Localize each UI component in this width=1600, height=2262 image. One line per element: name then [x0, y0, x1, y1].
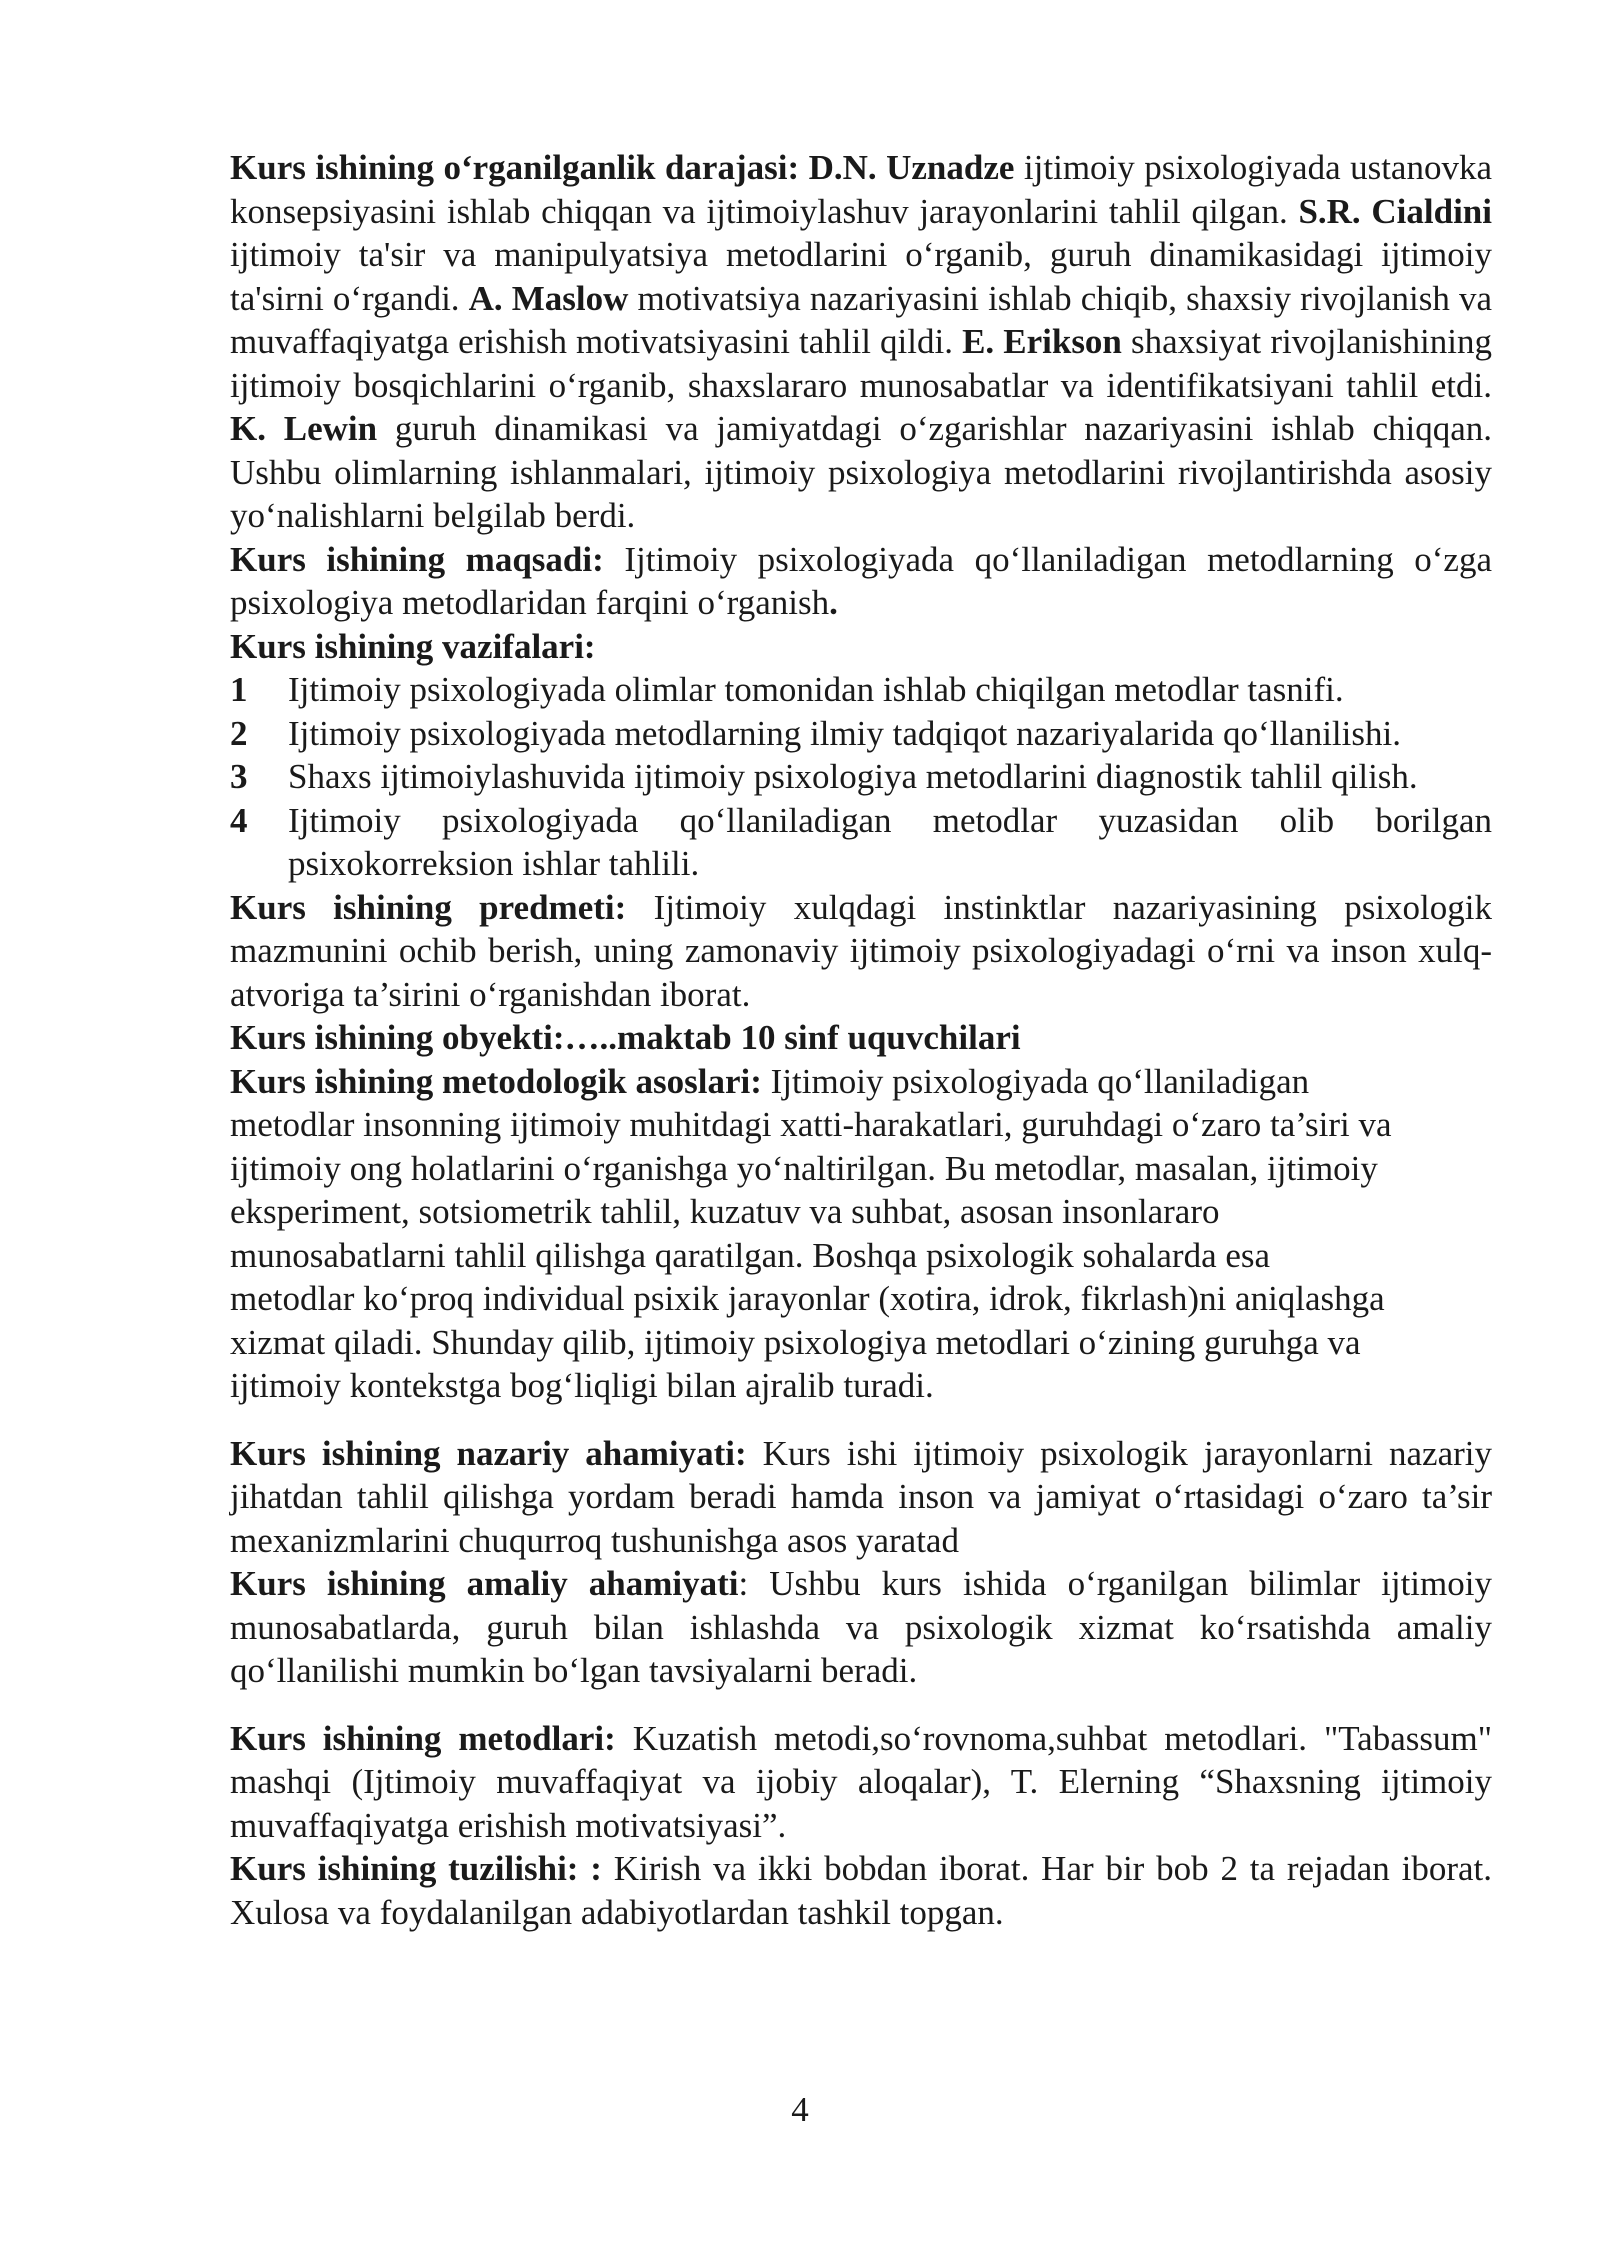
theoretical-text: Kurs ishi ijtimoiy psixologik jarayonlarni nazariy jihatdan tahlil qilishga yordam beradi hamda inson va jamiyat o‘rtasidagi o‘zaro ta’sir mexanizmlarini chuqurroq tushunishga asos yaratad — [230, 1433, 1492, 1560]
object-label: Kurs ishining obyekti:…..maktab 10 sinf uquvchilari — [230, 1018, 1021, 1057]
task-text: Ijtimoiy psixologiyada qo‘llaniladigan metodlar yuzasidan olib borilgan psixokorreksion ishlar tahlili. — [288, 800, 1492, 883]
practical-significance-paragraph — [230, 1562, 1492, 1693]
research-degree-label: Kurs ishining o‘rganilganlik darajasi: — [230, 148, 800, 187]
scholar-name: A. Maslow — [468, 278, 629, 318]
goal-text: Ijtimoiy psixologiyada qo‘llaniladigan metodlarning o‘zga psixologiya metodlaridan farqini o‘rganish — [230, 539, 1492, 622]
body-text: motivatsiya nazariyasini ishlab chiqib, shaxsiy rivojlanish va muvaffaqiyatga erishish motivatsiyasini tahlil qildi. — [230, 278, 1492, 361]
methods-text: Kuzatish metodi,so‘rovnoma,suhbat metodlari. "Tabassum" mashqi (Ijtimoiy muvaffaqiyat va ijobiy aloqalar), T. Elerning “Shaxsning ijtimoiy muvaffaqiyatga erishish motivatsiyasi”. — [230, 1718, 1493, 1845]
structure-text: Kirish va ikki bobdan iborat. Har bir bob 2 ta rejadan iborat. Xulosa va foydalanilgan adabiyotlardan tashkil topgan. — [230, 1849, 1493, 1932]
methodology-line: eksperiment, sotsiometrik tahlil, kuzatuv va suhbat, asosan insonlararo — [230, 1192, 1220, 1231]
practical-label: Kurs ishining amaliy ahamiyati — [230, 1564, 739, 1603]
goal-paragraph — [230, 538, 1492, 625]
methodology-line: xizmat qiladi. Shunday qilib, ijtimoiy psixologiya metodlari o‘zining guruhga va — [230, 1322, 1361, 1362]
tasks-heading — [230, 625, 1492, 669]
theoretical-significance-paragraph — [230, 1432, 1492, 1563]
subject-label: Kurs ishining predmeti: — [230, 887, 627, 927]
methodology-line: metodlar insonning ijtimoiy muhitdagi xatti-harakatlari, guruhdagi o‘zaro ta’siri va — [230, 1105, 1392, 1144]
methods-label: Kurs ishining metodlari: — [230, 1718, 616, 1758]
methodology-line: ijtimoiy ong holatlarini o‘rganishga yo‘naltirilgan. Bu metodlar, masalan, ijtimoiy — [230, 1148, 1378, 1188]
structure-label: Kurs ishining tuzilishi: : — [230, 1849, 602, 1888]
methods-paragraph — [230, 1717, 1492, 1848]
scholar-name: K. Lewin — [230, 409, 378, 448]
task-text: Ijtimoiy psixologiyada metodlarning ilmiy tadqiqot nazariyalarida qo‘llanilishi. — [288, 713, 1401, 753]
scholar-name: D.N. Uznadze — [808, 148, 1015, 187]
subject-paragraph — [230, 886, 1492, 1017]
practical-text: : Ushbu kurs ishida o‘rganilgan bilimlar ijtimoiy munosabatlarda, guruh bilan ishlashda va psixologik xizmat ko‘rsatishda amaliy qo‘llanilishi mumkin bo‘lgan tavsiyalarni beradi. — [230, 1564, 1492, 1690]
body-text: ijtimoiy psixologiyada ustanovka konsepsiyasini ishlab chiqqan va ijtimoiylashuv jarayonlarini tahlil qilgan. — [230, 148, 1492, 231]
tasks-label: Kurs ishining vazifalari: — [230, 626, 596, 666]
task-number: 4 — [230, 800, 248, 840]
methodology-line: munosabatlarni tahlil qilishga qaratilgan. Boshqa psixologik sohalarda esa — [230, 1235, 1271, 1275]
task-item — [230, 799, 1492, 886]
methodology-paragraph — [230, 1060, 1492, 1408]
scholar-name: E. Erikson — [962, 322, 1122, 361]
scholar-name: S.R. Cialdini — [1298, 191, 1492, 231]
methodology-line: Kurs ishining metodologik asoslari: Ijtimoiy psixologiyada qo‘llaniladigan — [230, 1061, 1310, 1101]
structure-paragraph — [230, 1847, 1492, 1934]
research-degree-paragraph — [230, 146, 1492, 538]
methodology-label: Kurs ishining metodologik asoslari: — [230, 1061, 762, 1101]
task-number: 1 — [230, 670, 248, 709]
task-number: 2 — [230, 713, 248, 753]
task-item — [230, 668, 1492, 712]
goal-end: . — [829, 583, 838, 622]
theoretical-label: Kurs ishining nazariy ahamiyati: — [230, 1433, 747, 1473]
body-text: ijtimoiy ta'sir va manipulyatsiya metodlarini o‘rganib, guruh dinamikasidagi ijtimoiy ta'sirni o‘rgandi. — [230, 235, 1492, 318]
document-body — [230, 146, 1492, 1934]
subject-text: Ijtimoiy xulqdagi instinktlar nazariyasining psixologik mazmunini ochib berish, uning zamonaviy ijtimoiy psixologiyadagi o‘rni va inson xulq-atvoriga ta’sirini o‘rganishdan iborat. — [230, 887, 1492, 1014]
task-text: Shaxs ijtimoiylashuvida ijtimoiy psixologiya metodlarini diagnostik tahlil qilish. — [288, 757, 1418, 796]
methodology-line: metodlar ko‘proq individual psixik jarayonlar (xotira, idrok, fikrlash)ni aniqlashga — [230, 1279, 1385, 1318]
object-paragraph — [230, 1016, 1492, 1060]
methodology-line: ijtimoiy kontekstga bog‘liqligi bilan ajralib turadi. — [230, 1366, 934, 1405]
goal-label: Kurs ishining maqsadi: — [230, 539, 604, 579]
task-item — [230, 755, 1492, 799]
body-text: shaxsiyat rivojlanishining ijtimoiy bosqichlarini o‘rganib, shaxslararo munosabatlar va identifikatsiyani tahlil etdi. — [230, 322, 1492, 405]
task-number: 3 — [230, 757, 248, 796]
task-text: Ijtimoiy psixologiyada olimlar tomonidan ishlab chiqilgan metodlar tasnifi. — [288, 670, 1344, 709]
body-text: guruh dinamikasi va jamiyatdagi o‘zgarishlar nazariyasini ishlab chiqqan. Ushbu olimlarning ishlanmalari, ijtimoiy psixologiya metodlarini rivojlantirishda asosiy yo‘nalishlarni belgilab berdi. — [230, 409, 1492, 535]
page-number: 4 — [791, 2090, 809, 2129]
task-item — [230, 712, 1492, 756]
